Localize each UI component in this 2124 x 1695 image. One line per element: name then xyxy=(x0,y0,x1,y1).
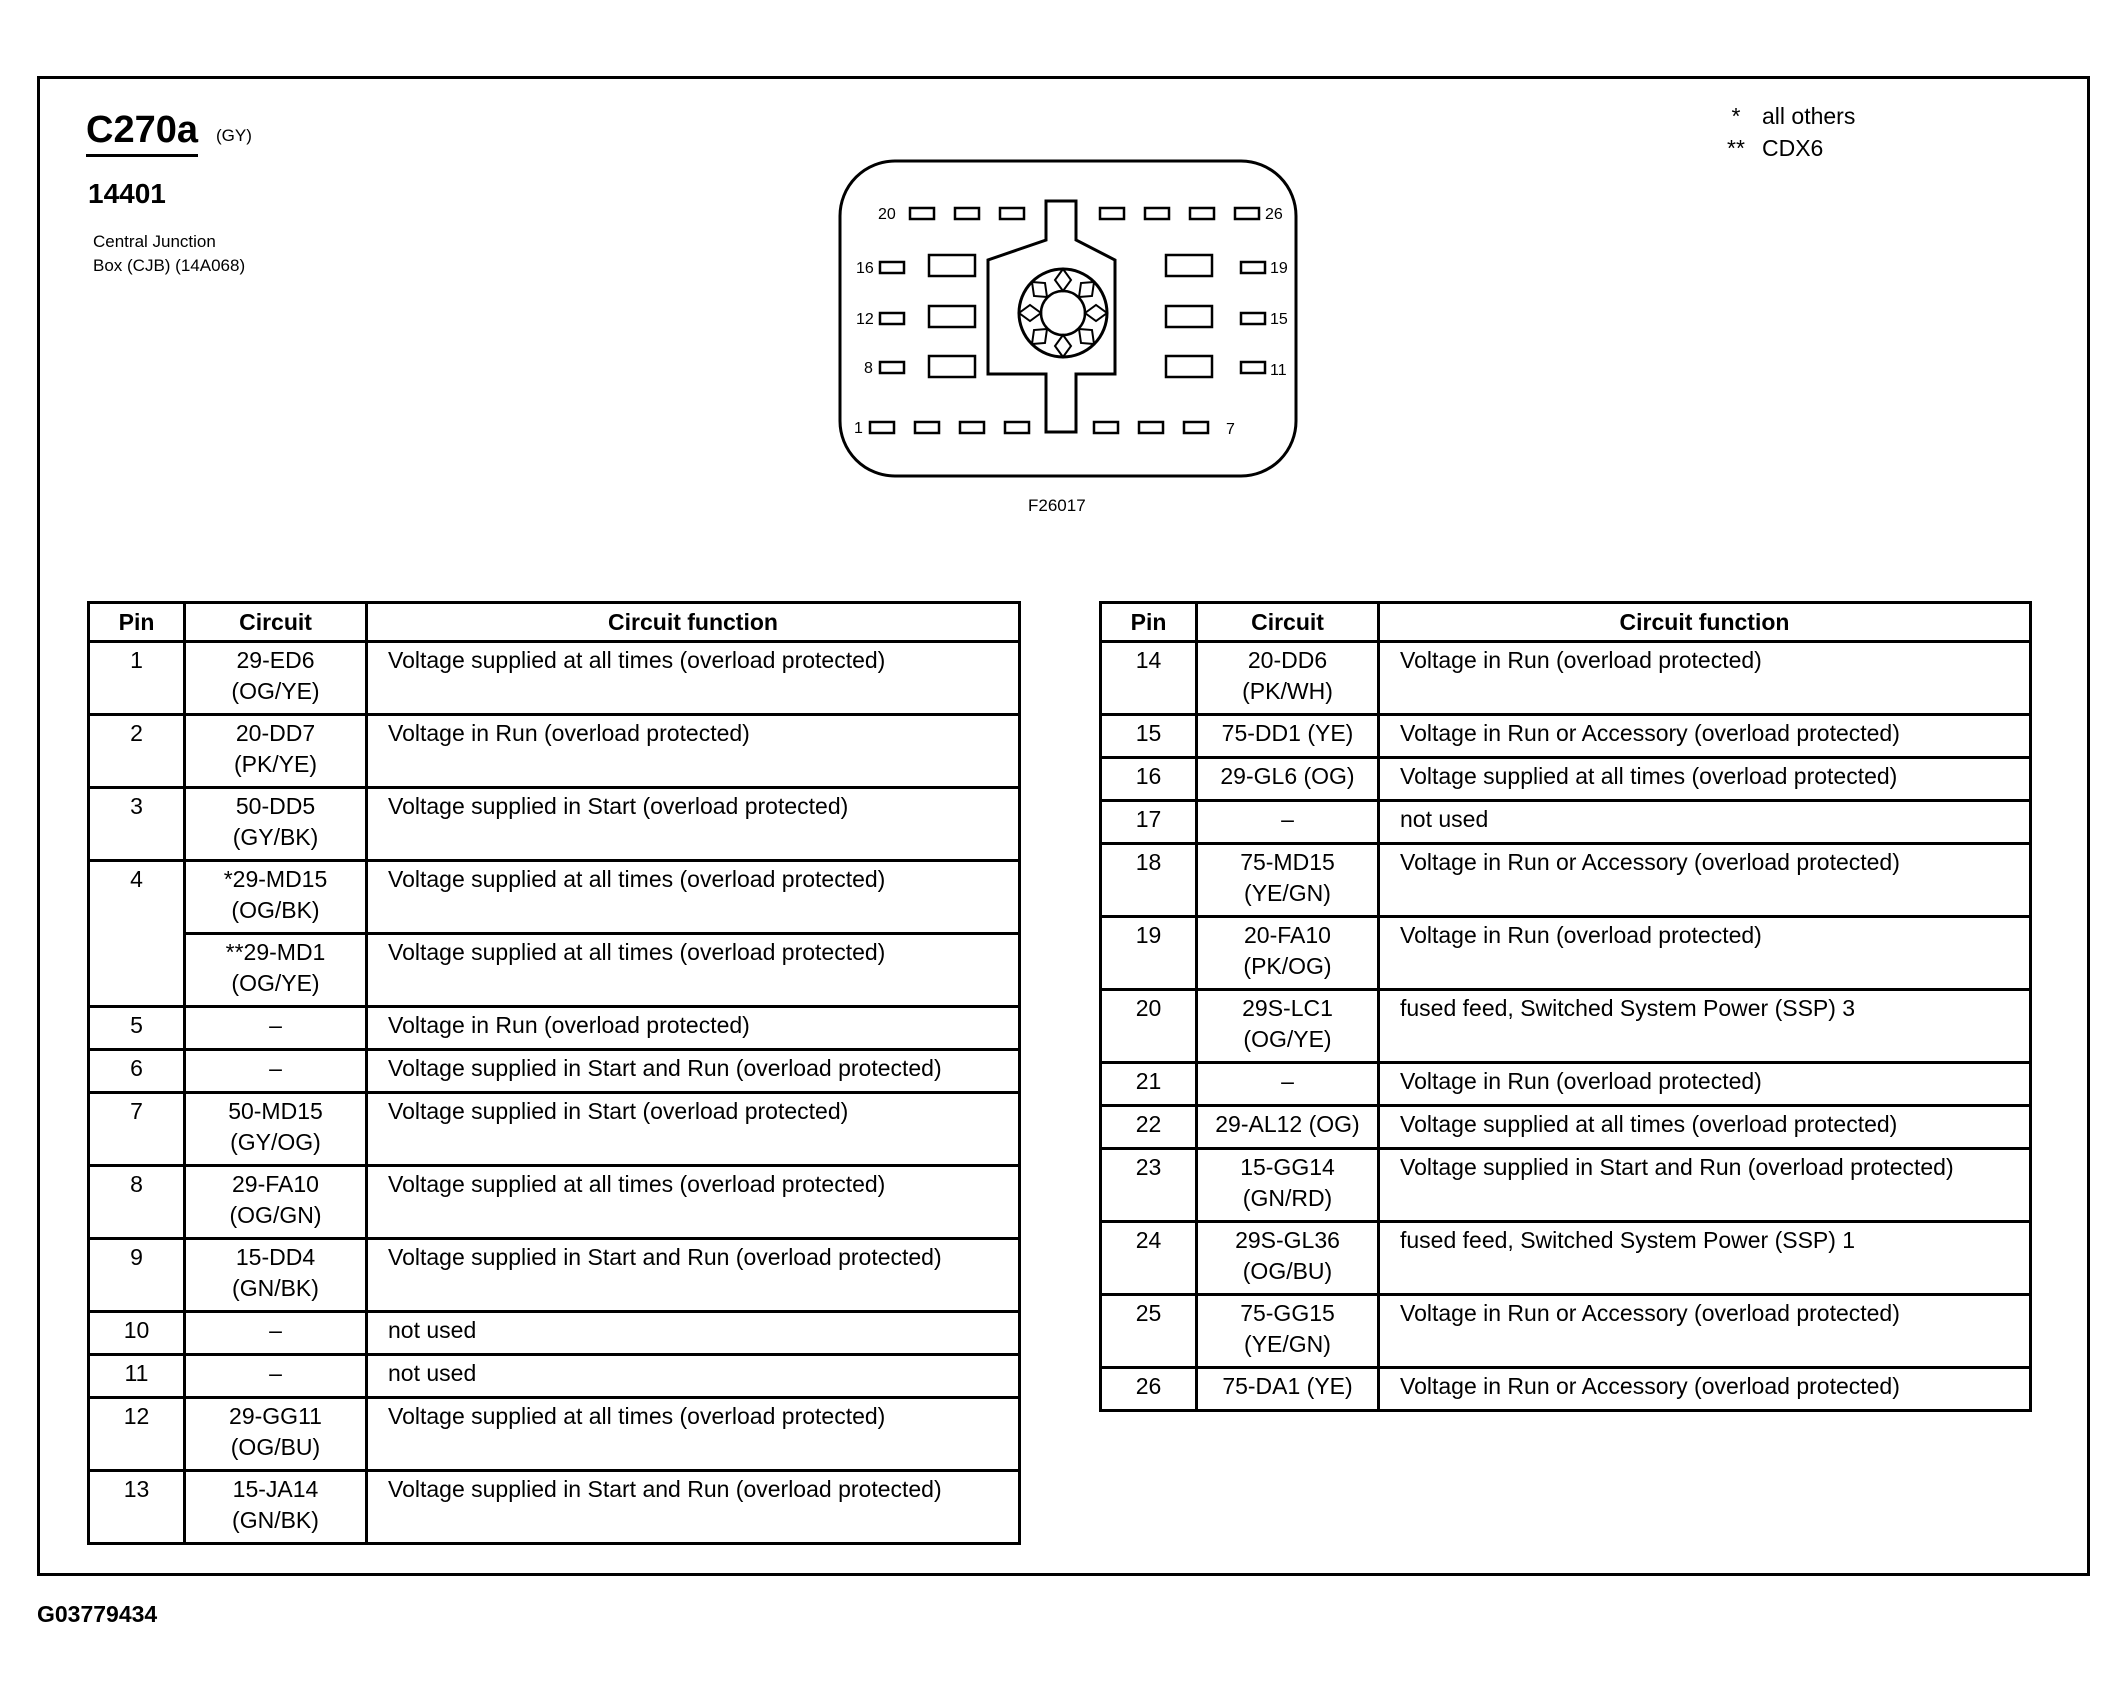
circuit-id: 50-MD15 xyxy=(228,1098,323,1124)
table-row xyxy=(1101,642,2031,715)
circuit-id: **29-MD1 xyxy=(225,939,326,965)
table-row xyxy=(89,1007,1020,1050)
cell-circuit xyxy=(185,1312,367,1355)
cell-circuit xyxy=(185,642,367,715)
table-row xyxy=(89,1239,1020,1312)
connector-lock-teeth xyxy=(1019,269,1107,357)
circuit-id: 15-JA14 xyxy=(232,1476,319,1502)
circuit-id: 29S-GL36 xyxy=(1235,1227,1340,1253)
cell-circuit xyxy=(1197,758,1379,801)
pin-label: 16 xyxy=(856,260,874,277)
cell-circuit xyxy=(1197,801,1379,844)
table-row xyxy=(89,715,1020,788)
pin-label: 19 xyxy=(1270,260,1288,277)
cell-circuit xyxy=(185,1355,367,1398)
cell-circuit xyxy=(1197,1222,1379,1295)
cell-function: Voltage supplied at all times (overload protected) xyxy=(367,934,1020,1007)
table-row xyxy=(1101,1149,2031,1222)
cell-function: Voltage supplied in Start (overload protected) xyxy=(367,788,1020,861)
pin-label: 26 xyxy=(1265,206,1283,223)
table-row xyxy=(1101,758,2031,801)
figure-code: F26017 xyxy=(1028,496,1086,515)
circuit-id: 20-FA10 xyxy=(1244,922,1331,948)
cell-pin: 14 xyxy=(1101,642,1197,715)
circuit-color: (OG/YE) xyxy=(1243,1026,1332,1052)
legend-item xyxy=(1710,132,1855,164)
circuit-id: 20-DD6 xyxy=(1247,647,1328,673)
cell-pin: 3 xyxy=(89,788,185,861)
cell-function: Voltage in Run or Accessory (overload protected) xyxy=(1379,1295,2031,1368)
component-line-2: Box (CJB) (14A068) xyxy=(93,256,246,275)
cell-pin: 22 xyxy=(1101,1106,1197,1149)
cell-pin: 9 xyxy=(89,1239,185,1312)
circuit-id: 75-MD15 xyxy=(1240,849,1335,875)
cell-circuit xyxy=(185,1007,367,1050)
legend-symbol: ** xyxy=(1727,135,1745,161)
cell-pin: 8 xyxy=(89,1166,185,1239)
circuit-color: (OG/BK) xyxy=(231,897,320,923)
cell-pin: 24 xyxy=(1101,1222,1197,1295)
cell-circuit xyxy=(1197,715,1379,758)
table-row xyxy=(1101,844,2031,917)
cell-pin: 20 xyxy=(1101,990,1197,1063)
cell-function: Voltage in Run (overload protected) xyxy=(1379,1063,2031,1106)
circuit-id: 75-GG15 xyxy=(1240,1300,1335,1326)
cell-circuit xyxy=(1197,844,1379,917)
cell-function: Voltage in Run or Accessory (overload protected) xyxy=(1379,844,2031,917)
table-row xyxy=(89,788,1020,861)
document-code: G03779434 xyxy=(37,1601,158,1627)
cell-circuit xyxy=(185,788,367,861)
header-pin: Pin xyxy=(1101,603,1197,642)
pin-label: 8 xyxy=(864,360,873,377)
cell-function: Voltage supplied in Start and Run (overload protected) xyxy=(367,1239,1020,1312)
cell-function: Voltage supplied in Start and Run (overload protected) xyxy=(1379,1149,2031,1222)
table-row xyxy=(1101,1106,2031,1149)
cell-circuit xyxy=(1197,1295,1379,1368)
table-row xyxy=(89,934,1020,1007)
cell-circuit xyxy=(1197,1106,1379,1149)
cell-function: not used xyxy=(367,1355,1020,1398)
pin-label: 15 xyxy=(1270,311,1288,328)
table-row xyxy=(89,861,1020,934)
table-row xyxy=(89,1471,1020,1544)
cell-circuit xyxy=(185,1239,367,1312)
cell-function: Voltage in Run (overload protected) xyxy=(367,1007,1020,1050)
cell-circuit xyxy=(185,1166,367,1239)
circuit-id: – xyxy=(269,1012,282,1038)
cell-pin: 6 xyxy=(89,1050,185,1093)
legend-symbol: * xyxy=(1731,103,1741,129)
circuit-color: (PK/YE) xyxy=(233,751,318,777)
pin-table-right xyxy=(1099,601,2032,1412)
cell-pin: 2 xyxy=(89,715,185,788)
circuit-id: 75-DA1 (YE) xyxy=(1222,1373,1353,1399)
large-cavities xyxy=(929,255,1212,377)
circuit-color: (PK/WH) xyxy=(1242,678,1333,704)
circuit-id: 20-DD7 xyxy=(235,720,316,746)
cell-circuit xyxy=(1197,990,1379,1063)
cell-pin: 4 xyxy=(89,861,185,1007)
cell-function: Voltage in Run or Accessory (overload protected) xyxy=(1379,1368,2031,1411)
component-line-1: Central Junction xyxy=(93,232,216,251)
cell-circuit xyxy=(1197,1063,1379,1106)
circuit-id: – xyxy=(269,1360,282,1386)
top-row-cavities xyxy=(910,208,1259,219)
pin-label: 11 xyxy=(1270,362,1287,379)
cell-pin: 16 xyxy=(1101,758,1197,801)
cell-function: not used xyxy=(1379,801,2031,844)
cell-function: Voltage supplied in Start (overload protected) xyxy=(367,1093,1020,1166)
table-row xyxy=(1101,1222,2031,1295)
header-function: Circuit function xyxy=(1379,603,2031,642)
cell-circuit xyxy=(1197,1368,1379,1411)
circuit-id: 50-DD5 xyxy=(235,793,316,819)
cell-circuit xyxy=(185,715,367,788)
cell-function: Voltage supplied at all times (overload protected) xyxy=(367,861,1020,934)
legend xyxy=(1710,100,1855,164)
table-row xyxy=(89,1355,1020,1398)
pin-table-left xyxy=(87,601,1021,1545)
component-description xyxy=(93,230,245,278)
connector-id: C270a xyxy=(86,110,198,157)
cell-function: Voltage supplied at all times (overload protected) xyxy=(1379,758,2031,801)
cell-function: Voltage in Run or Accessory (overload protected) xyxy=(1379,715,2031,758)
pin-label: 20 xyxy=(878,206,896,223)
circuit-id: 29-AL12 (OG) xyxy=(1215,1111,1360,1137)
circuit-id: – xyxy=(1281,1068,1294,1094)
pin-label: 7 xyxy=(1226,421,1235,438)
table-header-row xyxy=(89,603,1020,642)
circuit-color: (OG/YE) xyxy=(231,678,320,704)
cell-circuit xyxy=(185,1398,367,1471)
cell-function: Voltage in Run (overload protected) xyxy=(1379,642,2031,715)
circuit-color: (OG/GN) xyxy=(229,1202,322,1228)
cell-pin: 21 xyxy=(1101,1063,1197,1106)
cell-circuit xyxy=(185,1050,367,1093)
table-row xyxy=(1101,990,2031,1063)
bottom-row-cavities xyxy=(870,422,1208,433)
cell-function: not used xyxy=(367,1312,1020,1355)
cell-function: Voltage supplied at all times (overload protected) xyxy=(367,642,1020,715)
circuit-color: (OG/BU) xyxy=(1242,1258,1333,1284)
header-circuit: Circuit xyxy=(185,603,367,642)
cell-pin: 7 xyxy=(89,1093,185,1166)
legend-text: CDX6 xyxy=(1762,135,1824,161)
circuit-id: – xyxy=(1281,806,1294,832)
table-row xyxy=(1101,715,2031,758)
cell-circuit xyxy=(1197,917,1379,990)
circuit-id: 29-GG11 xyxy=(229,1403,322,1429)
legend-text: all others xyxy=(1762,103,1856,129)
cell-function: Voltage supplied at all times (overload protected) xyxy=(1379,1106,2031,1149)
table-row xyxy=(89,1398,1020,1471)
circuit-id: 29-ED6 xyxy=(236,647,315,673)
cell-function: Voltage in Run (overload protected) xyxy=(1379,917,2031,990)
circuit-color: (GY/OG) xyxy=(230,1129,321,1155)
circuit-id: – xyxy=(269,1055,282,1081)
pin-label: 12 xyxy=(856,311,874,328)
cell-circuit xyxy=(185,861,367,934)
circuit-id: – xyxy=(269,1317,282,1343)
table-row xyxy=(89,1050,1020,1093)
header-function: Circuit function xyxy=(367,603,1020,642)
cell-circuit xyxy=(1197,642,1379,715)
circuit-id: 75-DD1 (YE) xyxy=(1221,720,1354,746)
cell-function: fused feed, Switched System Power (SSP) 1 xyxy=(1379,1222,2031,1295)
cell-pin: 25 xyxy=(1101,1295,1197,1368)
connector-color: (GY) xyxy=(216,126,252,145)
cell-pin: 17 xyxy=(1101,801,1197,844)
cell-circuit xyxy=(185,934,367,1007)
pin-label: 1 xyxy=(854,420,863,437)
table-header-row xyxy=(1101,603,2031,642)
cell-function: Voltage supplied in Start and Run (overload protected) xyxy=(367,1050,1020,1093)
circuit-id: 29-FA10 xyxy=(232,1171,319,1197)
circuit-id: 15-GG14 xyxy=(1240,1154,1335,1180)
cell-pin: 23 xyxy=(1101,1149,1197,1222)
circuit-color: (GN/BK) xyxy=(232,1275,319,1301)
circuit-id: *29-MD15 xyxy=(223,866,328,892)
circuit-color: (OG/YE) xyxy=(231,970,320,996)
cell-pin: 13 xyxy=(89,1471,185,1544)
circuit-color: (PK/OG) xyxy=(1243,953,1332,979)
cell-pin: 19 xyxy=(1101,917,1197,990)
cell-pin: 15 xyxy=(1101,715,1197,758)
table-row xyxy=(1101,1063,2031,1106)
circuit-id: 29-GL6 (OG) xyxy=(1220,763,1355,789)
cell-function: Voltage supplied at all times (overload protected) xyxy=(367,1166,1020,1239)
cell-pin: 26 xyxy=(1101,1368,1197,1411)
circuit-color: (YE/GN) xyxy=(1244,880,1331,906)
table-row xyxy=(89,1312,1020,1355)
part-number: 14401 xyxy=(88,178,166,209)
connector-keyway xyxy=(988,201,1115,432)
connector-face-diagram xyxy=(830,155,1310,485)
header-pin: Pin xyxy=(89,603,185,642)
cell-function: Voltage supplied at all times (overload protected) xyxy=(367,1398,1020,1471)
circuit-id: 29S-LC1 xyxy=(1242,995,1333,1021)
table-row xyxy=(89,1166,1020,1239)
cell-pin: 5 xyxy=(89,1007,185,1050)
cell-function: Voltage supplied in Start and Run (overload protected) xyxy=(367,1471,1020,1544)
table-row xyxy=(1101,917,2031,990)
cell-pin: 18 xyxy=(1101,844,1197,917)
legend-item xyxy=(1710,100,1855,132)
circuit-color: (GN/RD) xyxy=(1242,1185,1333,1211)
cell-pin: 10 xyxy=(89,1312,185,1355)
table-row xyxy=(1101,801,2031,844)
table-row xyxy=(1101,1295,2031,1368)
table-row xyxy=(89,642,1020,715)
cell-function: fused feed, Switched System Power (SSP) 3 xyxy=(1379,990,2031,1063)
circuit-color: (GY/BK) xyxy=(232,824,319,850)
cell-pin: 1 xyxy=(89,642,185,715)
cell-function: Voltage in Run (overload protected) xyxy=(367,715,1020,788)
cell-circuit xyxy=(185,1093,367,1166)
header-circuit: Circuit xyxy=(1197,603,1379,642)
circuit-id: 15-DD4 xyxy=(235,1244,316,1270)
table-row xyxy=(89,1093,1020,1166)
circuit-color: (YE/GN) xyxy=(1244,1331,1331,1357)
circuit-color: (OG/BU) xyxy=(230,1434,321,1460)
cell-pin: 11 xyxy=(89,1355,185,1398)
cell-circuit xyxy=(1197,1149,1379,1222)
circuit-color: (GN/BK) xyxy=(232,1507,319,1533)
table-row xyxy=(1101,1368,2031,1411)
cell-circuit xyxy=(185,1471,367,1544)
cell-pin: 12 xyxy=(89,1398,185,1471)
